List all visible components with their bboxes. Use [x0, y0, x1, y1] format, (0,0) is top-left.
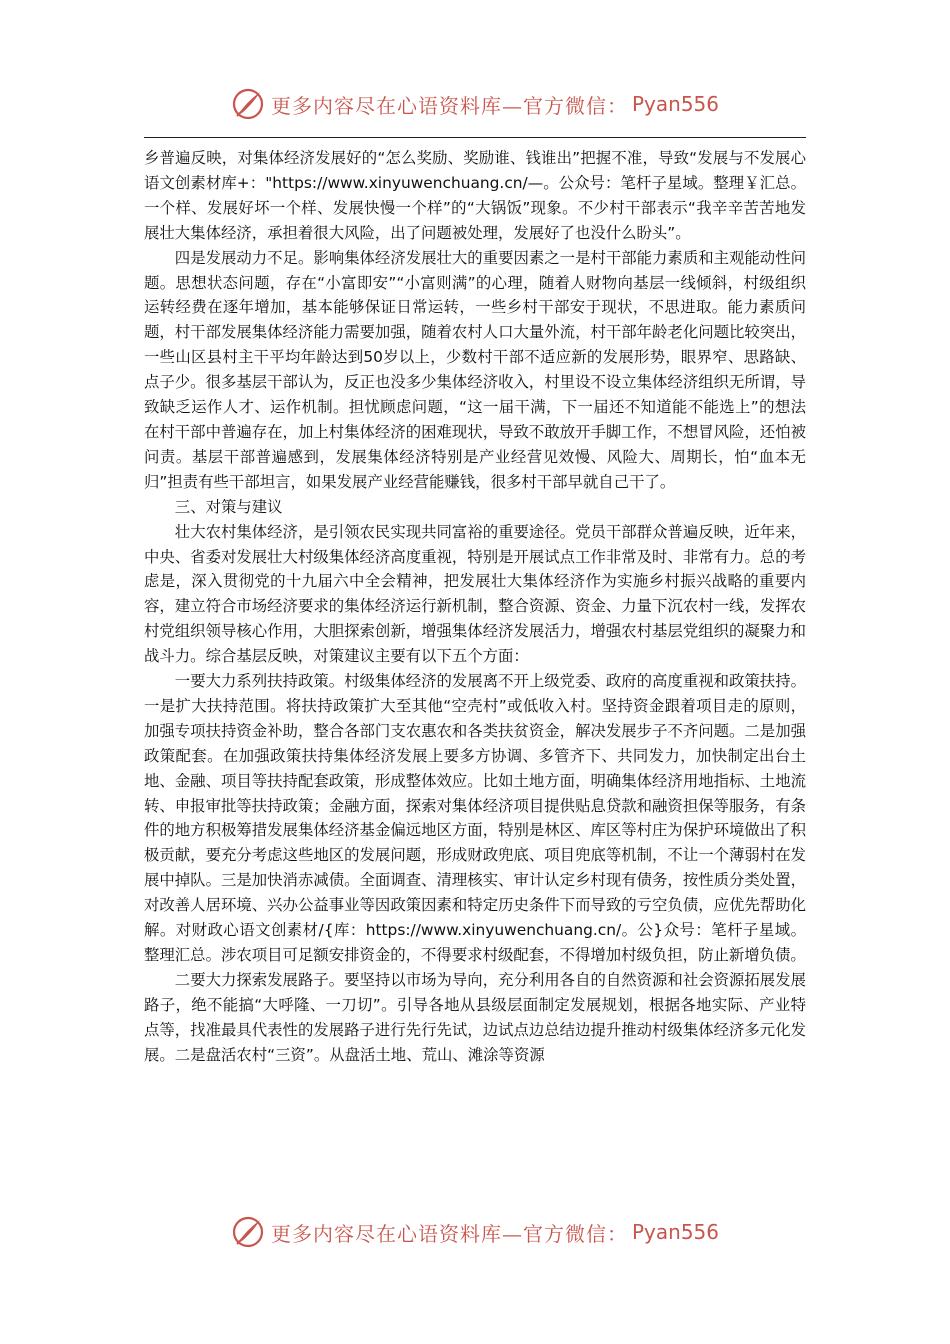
footer-banner-text: 更多内容尽在心语资料库—官方微信：: [270, 1221, 628, 1246]
paragraph-motivation: 四是发展动力不足。影响集体经济发展壮大的重要因素之一是村干部能力素质和主观能动性问题。思想状态问题，存在“小富即安”“小富则满”的心理，随着人财物向基层一线倾斜，村级组织运转经费在逐年增加，基本能够保证日常运转，一些乡村干部安于现状，不思进取。能力素质问题，村干部发展集体经济能力需要加强，随着农村人口大量外流，村干部年龄老化问题比较突出，一些山区县村主干平均年龄达到50岁以上，少数村干部不适应新的发展形势，眼界窄、思路缺、点子少。很多基层干部认为，反正也没多少集体经济收入，村里设不设立集体经济组织无所谓，导致缺乏运作人才、运作机制。担忧顾虑问题，“这一届干满，下一届还不知道能不能选上”的想法在村干部中普遍存在，加上村集体经济的困难现状，导致不敢放开手脚工作，不想冒风险，还怕被问责。基层干部普遍感到，发展集体经济特别是产业经营见效慢、风险大、周期长，怕“血本无归”担责有些干部坦言，如果发展产业经营能赚钱，很多村干部早就自己干了。: [144, 248, 806, 491]
section-heading: 三、对策与建议: [174, 497, 283, 516]
paragraph-intro: 壮大农村集体经济，是引领农民实现共同富裕的重要途径。党员干部群众普遍反映，近年来，中央、省委对发展壮大村级集体经济高度重视，特别是开展试点工作非常及时、非常有力。总的考虑是，深入贯彻党的十九届六中全会精神，把发展壮大集体经济作为实施乡村振兴战略的重要内容，建立符合市场经济要求的集体经济运行新机制，整合资源、资金、力量下沉农村一线，发挥农村党组织领导核心作用，大胆探索创新，增强集体经济发展活力，增强农村基层党组织的凝聚力和战斗力。综合基层反映，对策建议主要有以下五个方面：: [144, 522, 806, 666]
document-body: [144, 146, 806, 1068]
paragraph-development: 二要大力探索发展路子。要坚持以市场为导向，充分利用各自的自然资源和社会资源拓展发展路子，绝不能搞“大呼隆、一刀切”。引导各地从县级层面制定发展规划，根据各地实际、产业特点等，找准最具代表性的发展路子进行先行先试，边试点边总结边提升推动村级集体经济多元化发展。二是盘活农村“三资”。从盘活土地、荒山、滩涂等资源: [144, 970, 806, 1064]
paragraph-policy: 一要大力系列扶持政策。村级集体经济的发展离不开上级党委、政府的高度重视和政策扶持。一是扩大扶持范围。将扶持政策扩大至其他“空壳村”或低收入村。坚持资金跟着项目走的原则，加强专项扶持资金补助，整合各部门支农惠农和各类扶贫资金，解决发展步子不齐问题。二是加强政策配套。在加强政策扶持集体经济发展上要多方协调、多管齐下、共同发力，加快制定出台土地、金融、项目等扶持配套政策，形成整体效应。比如土地方面，明确集体经济用地指标、土地流转、申报审批等扶持政策；金融方面，探索对集体经济项目提供贴息贷款和融资担保等服务，有条件的地方积极筹措发展集体经济基金偏远地区方面，特别是林区、库区等村庄为保护环境做出了积极贡献，要充分考虑这些地区的发展问题，形成财政兜底、项目兜底等机制，不让一个薄弱村在发展中掉队。三是加快消赤减债。全面调查、清理核实、审计认定乡村现有债务，按性质分类处置，对改善人居环境、兴办公益事业等因政策因素和特定历史条件下而导致的亏空负债，应优先帮助化解。对财政心语文创素材/{库：https://www.xinyuwenchuang.cn/。公}众号：笔杆子星域。整理汇总。涉农项目可足额安排资金的，不得要求村级配套，不得增加村级负担，防止新增负债。: [144, 672, 806, 964]
header-rule: [144, 137, 806, 138]
footer-banner: [0, 1212, 950, 1252]
header-banner-id: Pyan556: [631, 92, 719, 116]
paragraph-continuation: 乡普遍反映，对集体经济发展好的“怎么奖励、奖励谁、钱谁出”把握不准，导致“发展与不发展心语文创素材库+："https://www.xinyuwenchuang.cn/—。公众号：笔杆子星域。整理￥汇总。一个样、发展好坏一个样、发展快慢一个样”的“大锅饭”现象。不少村干部表示“我辛辛苦苦地发展壮大集体经济，承担着很大风险，出了问题被处理，发展好了也没什么盼头”。: [144, 149, 806, 242]
header-banner-text: 更多内容尽在心语资料库—官方微信：: [270, 93, 628, 118]
footer-banner-id: Pyan556: [631, 1220, 719, 1244]
quill-pen-logo-icon: [231, 1215, 265, 1249]
header-banner: [0, 84, 950, 124]
quill-pen-logo-icon: [231, 87, 265, 121]
